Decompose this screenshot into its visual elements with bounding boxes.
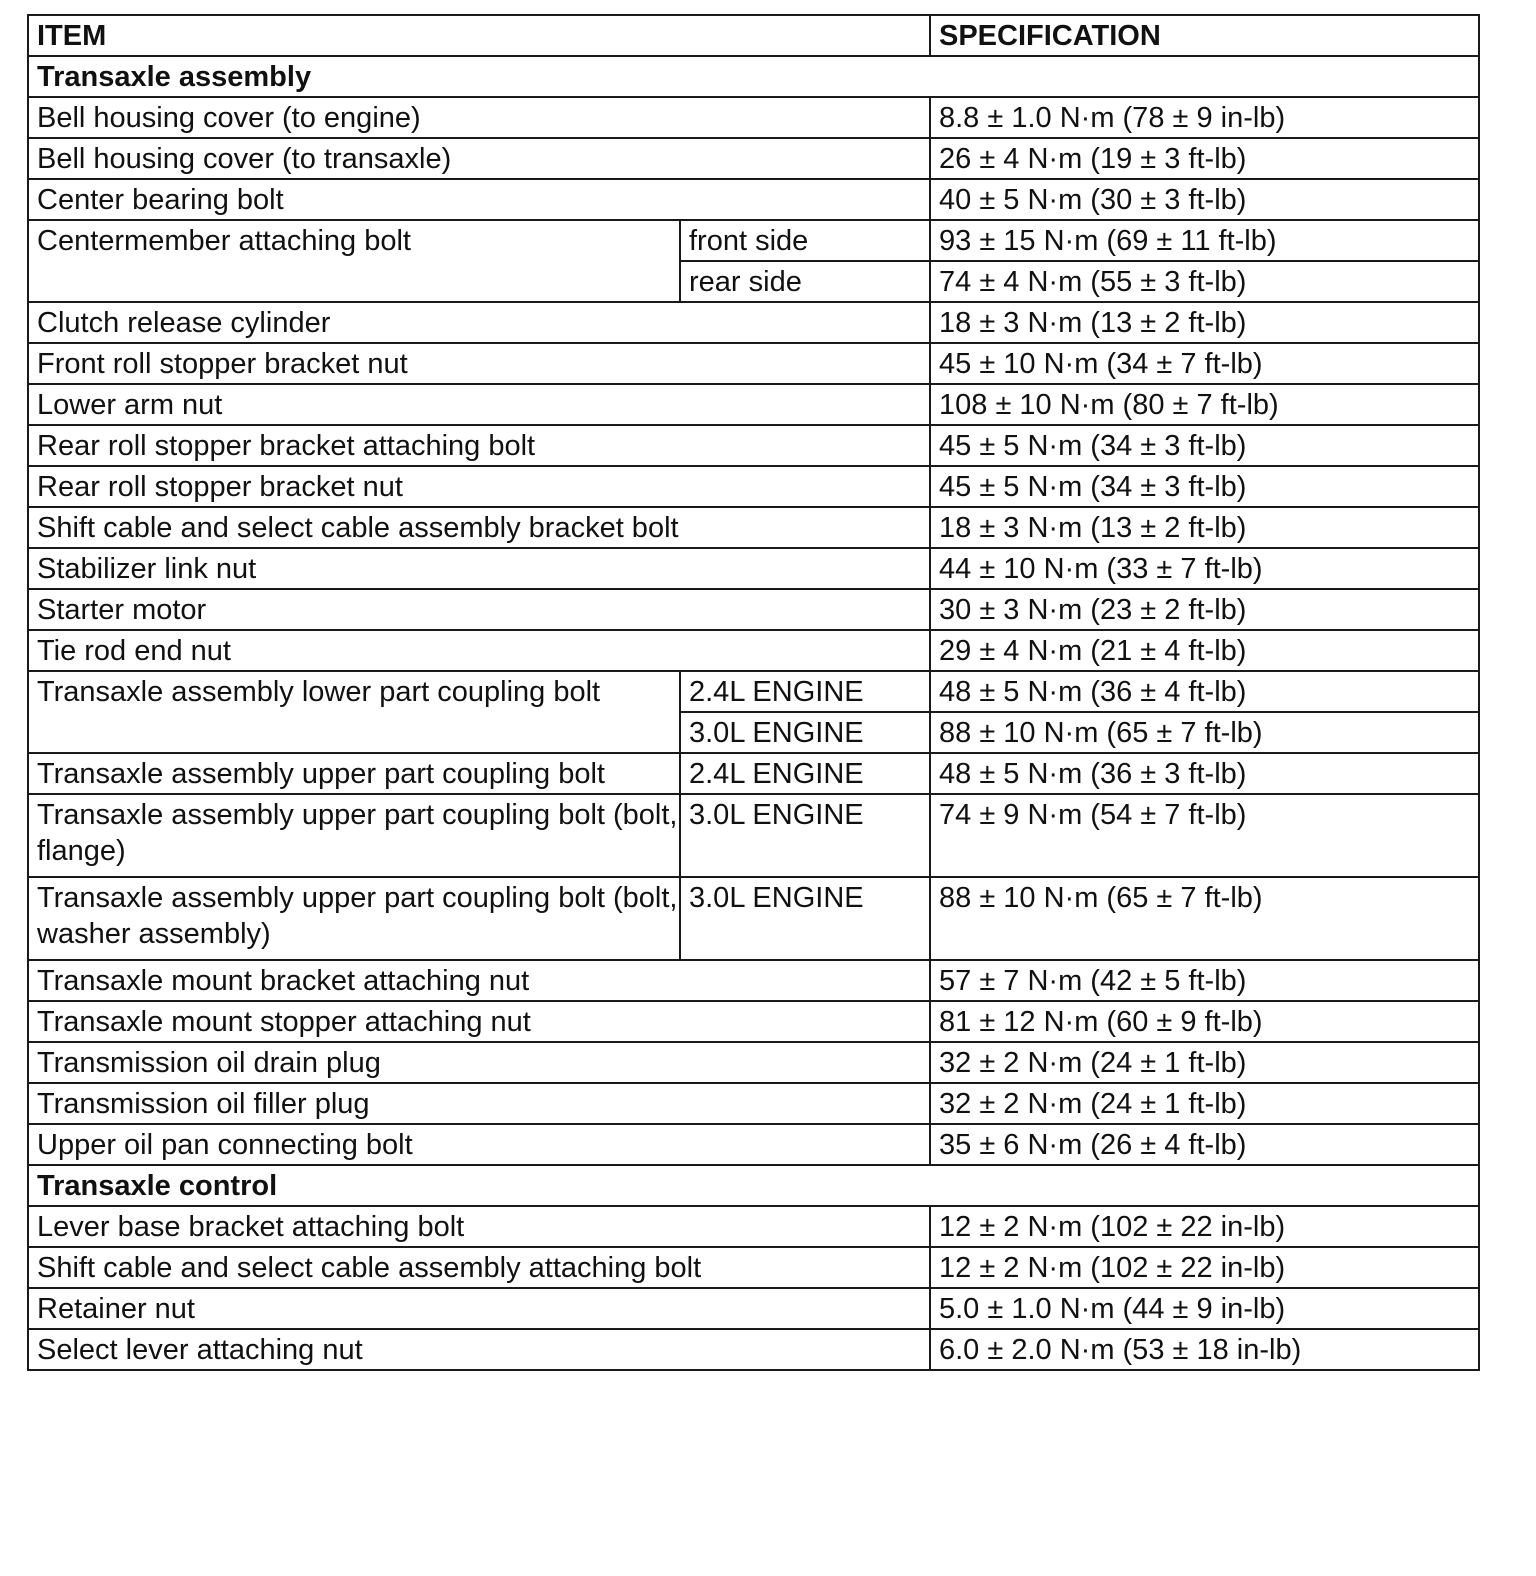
condition-cell: rear side (680, 261, 930, 302)
section-header-row (28, 56, 1479, 97)
table-row (28, 589, 1479, 630)
item-cell: Transaxle mount bracket attaching nut (28, 960, 930, 1001)
table-row (28, 343, 1479, 384)
header-specification: SPECIFICATION (930, 15, 1479, 56)
table-row (28, 220, 1479, 261)
item-cell: Lower arm nut (28, 384, 930, 425)
spec-cell: 40 ± 5 N·m (30 ± 3 ft-lb) (930, 179, 1479, 220)
item-cell: Transaxle assembly lower part coupling bolt (28, 671, 680, 753)
spec-cell: 18 ± 3 N·m (13 ± 2 ft-lb) (930, 302, 1479, 343)
spec-cell: 32 ± 2 N·m (24 ± 1 ft-lb) (930, 1083, 1479, 1124)
spec-cell: 45 ± 5 N·m (34 ± 3 ft-lb) (930, 425, 1479, 466)
spec-cell: 48 ± 5 N·m (36 ± 3 ft-lb) (930, 753, 1479, 794)
condition-cell: 2.4L ENGINE (680, 753, 930, 794)
table-row (28, 1247, 1479, 1288)
spec-cell: 29 ± 4 N·m (21 ± 4 ft-lb) (930, 630, 1479, 671)
spec-cell: 8.8 ± 1.0 N·m (78 ± 9 in-lb) (930, 97, 1479, 138)
table-row (28, 548, 1479, 589)
condition-cell: 2.4L ENGINE (680, 671, 930, 712)
table-row (28, 753, 1479, 794)
condition-cell: 3.0L ENGINE (680, 712, 930, 753)
item-cell: Upper oil pan connecting bolt (28, 1124, 930, 1165)
table-row (28, 302, 1479, 343)
item-cell: Transaxle assembly upper part coupling bolt (28, 753, 680, 794)
spec-cell: 12 ± 2 N·m (102 ± 22 in-lb) (930, 1247, 1479, 1288)
spec-cell: 32 ± 2 N·m (24 ± 1 ft-lb) (930, 1042, 1479, 1083)
spec-cell: 88 ± 10 N·m (65 ± 7 ft-lb) (930, 712, 1479, 753)
item-cell: Centermember attaching bolt (28, 220, 680, 302)
item-cell: Rear roll stopper bracket nut (28, 466, 930, 507)
table-row (28, 630, 1479, 671)
section-header-row (28, 1165, 1479, 1206)
item-cell: Starter motor (28, 589, 930, 630)
table-row (28, 425, 1479, 466)
item-cell: Select lever attaching nut (28, 1329, 930, 1370)
item-cell: Shift cable and select cable assembly attaching bolt (28, 1247, 930, 1288)
table-row (28, 1124, 1479, 1165)
spec-cell: 6.0 ± 2.0 N·m (53 ± 18 in-lb) (930, 1329, 1479, 1370)
table-row (28, 384, 1479, 425)
condition-cell: 3.0L ENGINE (680, 794, 930, 877)
spec-cell: 12 ± 2 N·m (102 ± 22 in-lb) (930, 1206, 1479, 1247)
spec-cell: 5.0 ± 1.0 N·m (44 ± 9 in-lb) (930, 1288, 1479, 1329)
table-row (28, 507, 1479, 548)
header-item: ITEM (28, 15, 930, 56)
spec-cell: 57 ± 7 N·m (42 ± 5 ft-lb) (930, 960, 1479, 1001)
item-cell: Clutch release cylinder (28, 302, 930, 343)
item-cell: Front roll stopper bracket nut (28, 343, 930, 384)
spec-cell: 93 ± 15 N·m (69 ± 11 ft-lb) (930, 220, 1479, 261)
spec-cell: 45 ± 5 N·m (34 ± 3 ft-lb) (930, 466, 1479, 507)
table-row (28, 1329, 1479, 1370)
spec-cell: 26 ± 4 N·m (19 ± 3 ft-lb) (930, 138, 1479, 179)
table-row (28, 1206, 1479, 1247)
table-row (28, 138, 1479, 179)
table-row (28, 960, 1479, 1001)
table-row (28, 1001, 1479, 1042)
spec-cell: 18 ± 3 N·m (13 ± 2 ft-lb) (930, 507, 1479, 548)
table-row (28, 1042, 1479, 1083)
item-cell: Lever base bracket attaching bolt (28, 1206, 930, 1247)
item-cell: Shift cable and select cable assembly bracket bolt (28, 507, 930, 548)
item-cell: Center bearing bolt (28, 179, 930, 220)
table-row (28, 466, 1479, 507)
condition-cell: 3.0L ENGINE (680, 877, 930, 960)
spec-cell: 44 ± 10 N·m (33 ± 7 ft-lb) (930, 548, 1479, 589)
header-row (28, 15, 1479, 56)
spec-cell: 74 ± 9 N·m (54 ± 7 ft-lb) (930, 794, 1479, 877)
section-title: Transaxle control (28, 1165, 1479, 1206)
item-cell: Bell housing cover (to transaxle) (28, 138, 930, 179)
spec-cell: 35 ± 6 N·m (26 ± 4 ft-lb) (930, 1124, 1479, 1165)
spec-cell: 30 ± 3 N·m (23 ± 2 ft-lb) (930, 589, 1479, 630)
spec-cell: 48 ± 5 N·m (36 ± 4 ft-lb) (930, 671, 1479, 712)
item-cell: Retainer nut (28, 1288, 930, 1329)
spec-cell: 81 ± 12 N·m (60 ± 9 ft-lb) (930, 1001, 1479, 1042)
item-cell: Transmission oil drain plug (28, 1042, 930, 1083)
table-row (28, 1083, 1479, 1124)
item-cell: Bell housing cover (to engine) (28, 97, 930, 138)
section-title: Transaxle assembly (28, 56, 1479, 97)
item-cell: Transmission oil filler plug (28, 1083, 930, 1124)
spec-cell: 74 ± 4 N·m (55 ± 3 ft-lb) (930, 261, 1479, 302)
item-cell: Tie rod end nut (28, 630, 930, 671)
torque-spec-table (27, 14, 1480, 1371)
table-row (28, 97, 1479, 138)
spec-cell: 108 ± 10 N·m (80 ± 7 ft-lb) (930, 384, 1479, 425)
table-row (28, 877, 1479, 960)
item-cell: Transaxle assembly upper part coupling bolt (bolt, flange) (28, 794, 680, 877)
item-cell: Stabilizer link nut (28, 548, 930, 589)
table-row (28, 1288, 1479, 1329)
item-cell: Transaxle mount stopper attaching nut (28, 1001, 930, 1042)
spec-cell: 45 ± 10 N·m (34 ± 7 ft-lb) (930, 343, 1479, 384)
item-cell: Rear roll stopper bracket attaching bolt (28, 425, 930, 466)
table-row (28, 179, 1479, 220)
table-row (28, 671, 1479, 712)
spec-cell: 88 ± 10 N·m (65 ± 7 ft-lb) (930, 877, 1479, 960)
item-cell: Transaxle assembly upper part coupling bolt (bolt, washer assembly) (28, 877, 680, 960)
condition-cell: front side (680, 220, 930, 261)
table-row (28, 794, 1479, 877)
